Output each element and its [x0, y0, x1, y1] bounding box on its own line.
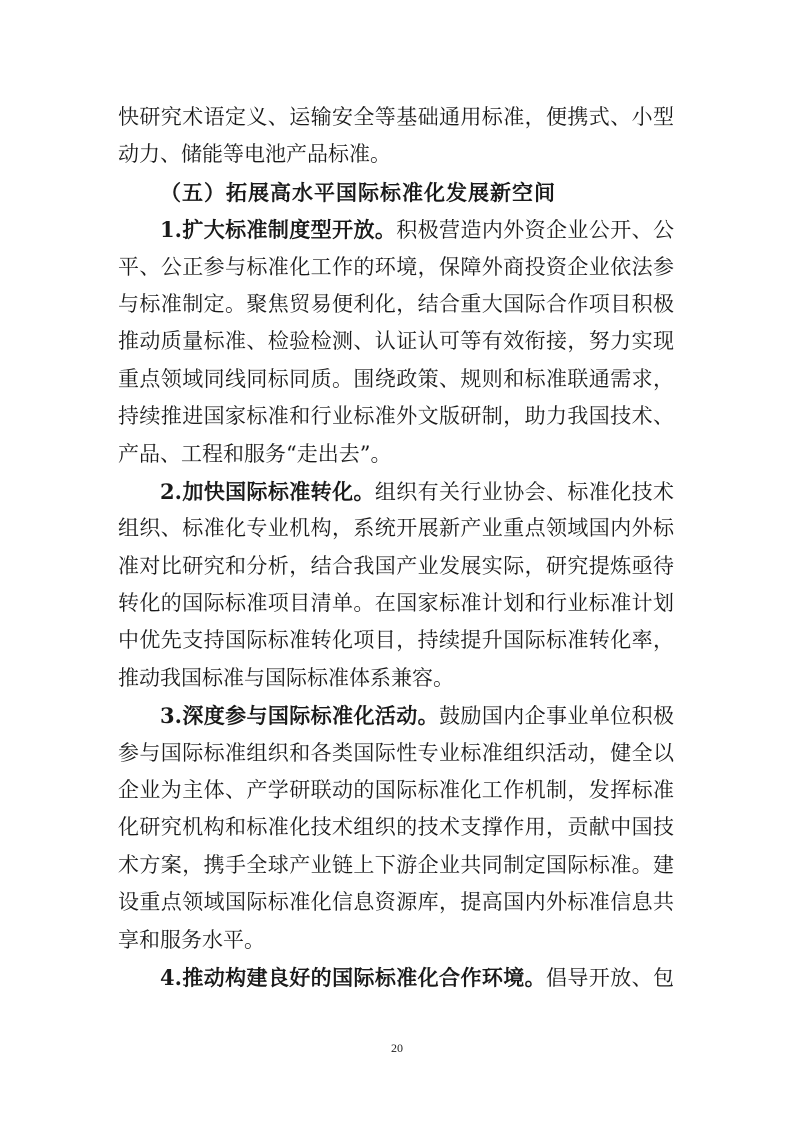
body-line: 企业为主体、产学研联动的国际标准化工作机制，发挥标准 [118, 778, 674, 803]
item-2-first-line [118, 473, 674, 510]
body-line: 产品、工程和服务“走出去”。 [118, 441, 392, 466]
item-text: 组织有关行业协会、标准化技术 [374, 479, 674, 504]
body-line: 享和服务水平。 [118, 927, 265, 952]
body-line: 准对比研究和分析，结合我国产业发展实际，研究提炼亟待 [118, 553, 674, 578]
section-heading: （五）拓展高水平国际标准化发展新空间 [160, 179, 556, 205]
body-line: 设重点领域国际标准化信息资源库，提高国内外标准信息共 [118, 890, 674, 915]
item-title: 1.扩大标准制度型开放。 [160, 217, 397, 243]
body-line: 推动我国标准与国际标准体系兼容。 [118, 665, 454, 690]
page-number: 20 [391, 1041, 403, 1055]
body-line: 组织、标准化专业机构，系统开展新产业重点领域国内外标 [118, 516, 674, 541]
body-line: 平、公正参与标准化工作的环境，保障外商投资企业依法参 [118, 254, 674, 279]
item-3-first-line [118, 697, 674, 734]
body-line: 动力、储能等电池产品标准。 [118, 142, 391, 167]
item-title: 4.推动构建良好的国际标准化合作环境。 [160, 964, 547, 990]
item-text: 积极营造内外资企业公开、公 [396, 218, 674, 243]
body-line: 快研究术语定义、运输安全等基础通用标准，便携式、小型 [118, 105, 674, 129]
body-line: 术方案，携手全球产业链上下游企业共同制定国际标准。建 [118, 852, 674, 877]
item-title: 2.加快国际标准转化。 [160, 478, 375, 504]
item-text: 鼓励国内企事业单位积极 [439, 704, 675, 729]
body-line: 持续推进国家标准和行业标准外文版研制，助力我国技术、 [118, 404, 674, 429]
body-line: 化研究机构和标准化技术组织的技术支撑作用，贡献中国技 [118, 815, 674, 840]
document-page [118, 99, 674, 996]
item-text: 倡导开放、包 [546, 965, 675, 990]
body-line: 重点领域同线同标同质。围绕政策、规则和标准联通需求， [118, 366, 674, 391]
body-line: 与标准制定。聚焦贸易便利化，结合重大国际合作项目积极 [118, 291, 674, 316]
body-line: 中优先支持国际标准转化项目，持续提升国际标准转化率， [118, 628, 674, 653]
item-1-first-line [118, 211, 674, 248]
body-line: 转化的国际标准项目清单。在国家标准计划和行业标准计划 [118, 591, 674, 616]
item-title: 3.深度参与国际标准化活动。 [160, 703, 440, 729]
body-line: 参与国际标准组织和各类国际性专业标准组织活动，健全以 [118, 740, 674, 765]
item-4-first-line [118, 959, 674, 996]
body-line: 推动质量标准、检验检测、认证认可等有效衔接，努力实现 [118, 329, 674, 354]
